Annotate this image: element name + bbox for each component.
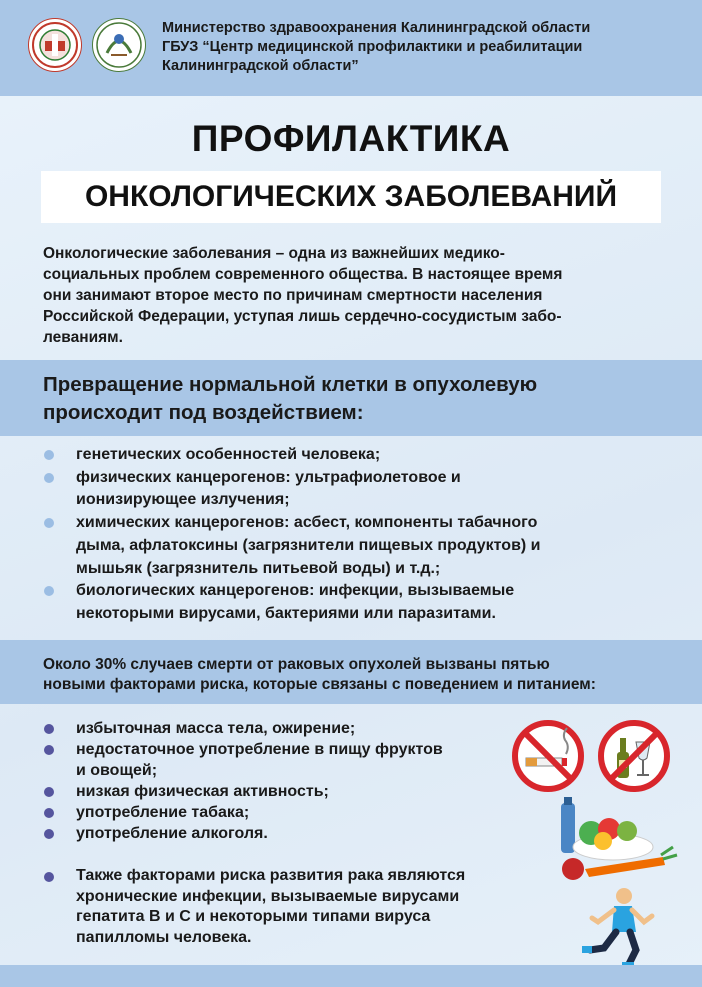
no-smoking-icon [510, 718, 586, 794]
intro-line: социальных проблем современного общества. В настоящее время [43, 266, 563, 283]
subtitle-box [41, 171, 661, 223]
bullet-icon [44, 724, 54, 734]
list-item-text: биологических канцерогенов: инфекции, вызываемые [76, 582, 515, 600]
runner-icon [578, 886, 658, 970]
section2-heading: Около 30% случаев смерти от раковых опухолей вызваны пятью [43, 656, 550, 673]
header-line: Министерство здравоохранения Калининградской области [162, 20, 591, 36]
bullet-icon [44, 829, 54, 839]
list-item [40, 467, 680, 512]
intro-line: Российской Федерации, уступая лишь сердечно-сосудистым забо- [43, 308, 562, 325]
section1-heading-band [0, 360, 702, 436]
list-item-text: ионизирующее излучения; [76, 491, 290, 509]
list-item [40, 580, 680, 625]
footer-band [0, 965, 702, 987]
section1-heading: происходит под воздействием: [43, 401, 364, 424]
list-item [40, 823, 520, 844]
bullet-icon [44, 473, 54, 483]
section2-heading: новыми факторами риска, которые связаны с поведением и питанием: [43, 676, 596, 693]
infection-note [40, 866, 540, 949]
list-item-text: генетических особенностей человека; [76, 446, 381, 463]
healthy-food-icon [553, 797, 679, 883]
list-item [40, 718, 520, 739]
note-line: гепатита В и С и некоторыми типами вируса [76, 908, 431, 926]
list-item [40, 512, 680, 580]
center-emblem-icon [92, 18, 146, 72]
bullet-icon [44, 787, 54, 797]
list-item-text: физических канцерогенов: ультрафиолетовое и [76, 468, 461, 486]
bullet-icon [44, 808, 54, 818]
intro-line: леваниям. [43, 329, 123, 346]
list-item [40, 866, 540, 949]
page-subtitle: ОНКОЛОГИЧЕСКИХ ЗАБОЛЕВАНИЙ [84, 180, 618, 213]
no-alcohol-icon [596, 718, 672, 794]
ministry-emblem-icon [28, 18, 82, 72]
bullet-icon [44, 450, 54, 460]
list-item-text: недостаточное употребление в пищу фруктов [76, 741, 443, 758]
bullet-icon [44, 586, 54, 596]
intro-line: Онкологические заболевания – одна из важнейших медико- [43, 245, 505, 262]
list-item-text: некоторыми вирусами, бактериями или паразитами. [76, 604, 496, 622]
list-item-text: употребление табака; [76, 804, 250, 821]
note-line: Также факторами риска развития рака являются [76, 867, 466, 884]
section1-heading: Превращение нормальной клетки в опухолевую [43, 373, 538, 396]
note-line: хронические инфекции, вызываемые вирусами [76, 887, 460, 905]
list-item-text: низкая физическая активность; [76, 783, 329, 800]
section2-heading-band [0, 640, 702, 704]
list-item-text: и овощей; [76, 762, 158, 779]
list-item [40, 781, 520, 802]
header-band [0, 0, 702, 96]
risk-factor-list [40, 718, 520, 844]
list-item-text: мышьяк (загрязнитель питьевой воды) и т.д.; [76, 559, 441, 577]
header-line: ГБУЗ “Центр медицинской профилактики и реабилитации [162, 39, 583, 55]
list-item-text: дыма, афлатоксины (загрязнители пищевых продуктов) и [76, 536, 541, 554]
bullet-icon [44, 872, 54, 882]
header-line: Калининградской области” [162, 58, 359, 74]
list-item-text: употребление алкоголя. [76, 825, 268, 842]
list-item-text: избыточная масса тела, ожирение; [76, 720, 356, 737]
note-line: папилломы человека. [76, 929, 252, 947]
organization-name [162, 19, 682, 76]
list-item [40, 739, 520, 781]
page-title: ПРОФИЛАКТИКА [191, 118, 511, 159]
list-item-text: химических канцерогенов: асбест, компоненты табачного [76, 514, 538, 532]
bullet-icon [44, 518, 54, 528]
list-item [40, 444, 680, 467]
carcinogen-list [40, 444, 680, 626]
intro-paragraph [43, 243, 661, 348]
bullet-icon [44, 745, 54, 755]
intro-line: они занимают второе место по причинам смертности населения [43, 287, 543, 304]
list-item [40, 802, 520, 823]
